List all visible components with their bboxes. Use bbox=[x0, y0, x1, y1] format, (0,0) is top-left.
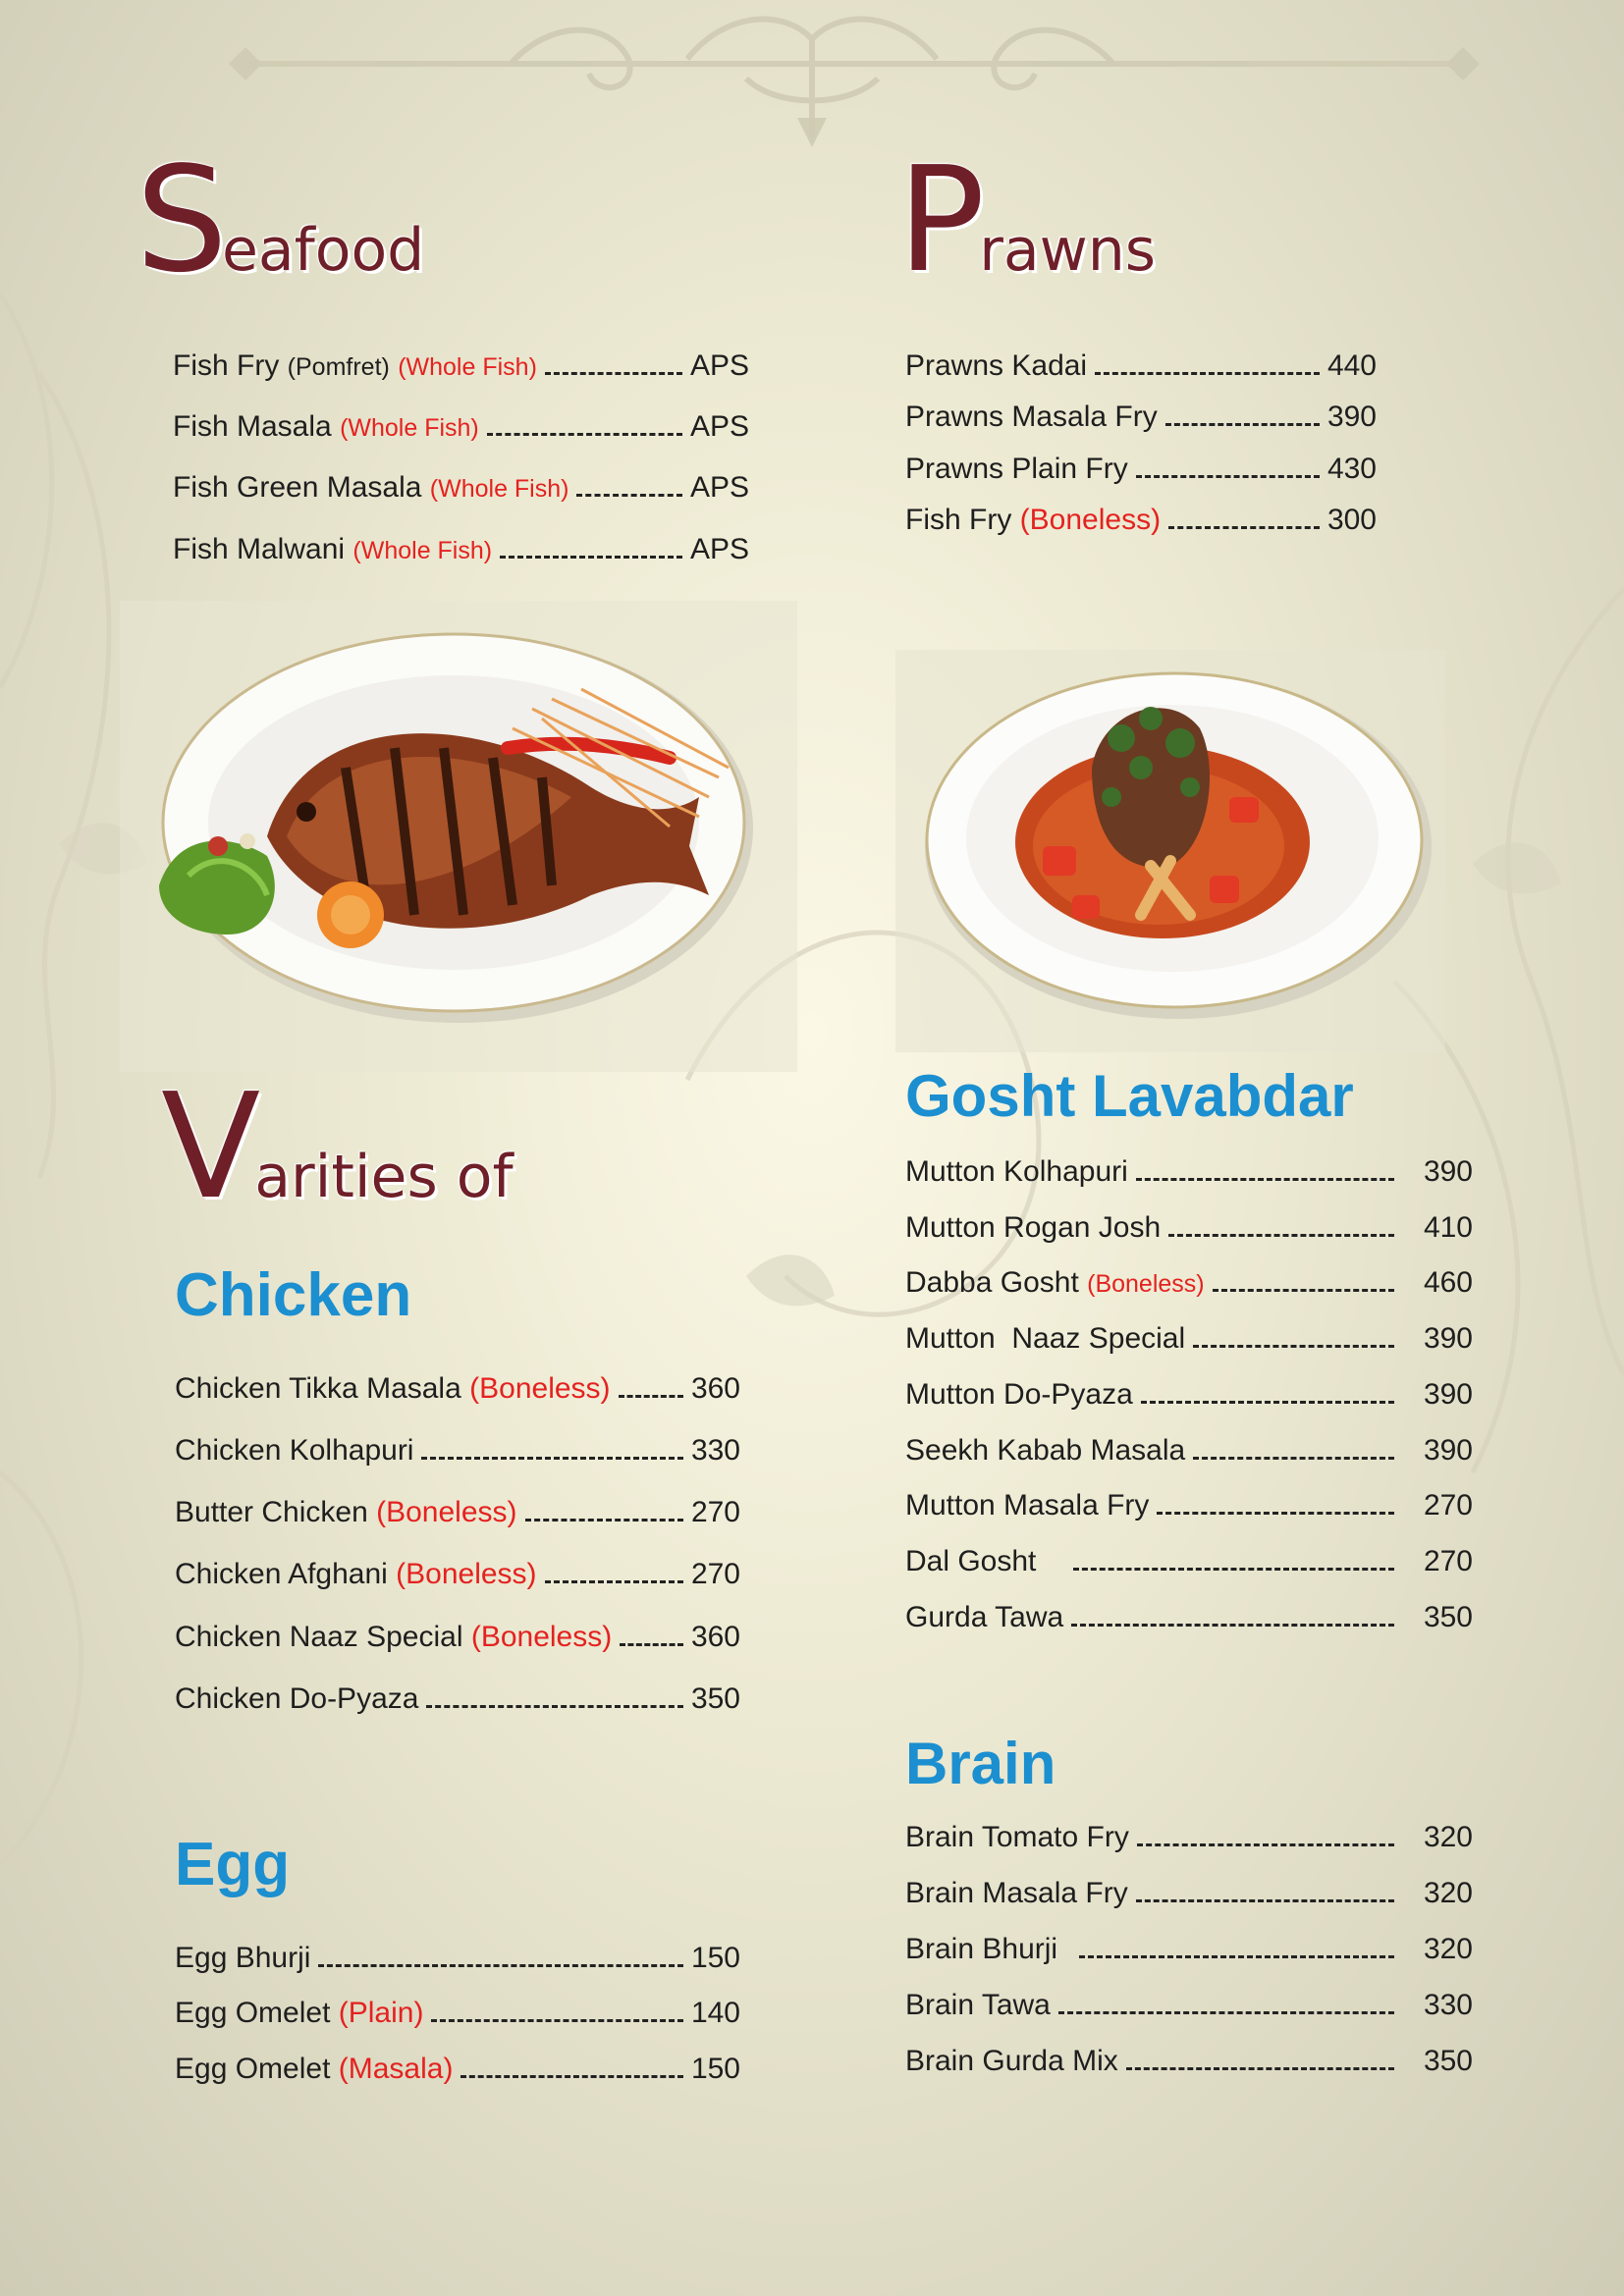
menu-item: Mutton Masala Fry 270 bbox=[905, 1489, 1473, 1522]
menu-item: Dal Gosht 270 bbox=[905, 1545, 1473, 1577]
menu-item: Fish Fry (Pomfret) (Whole Fish) APS bbox=[173, 349, 749, 382]
menu-item: Chicken Naaz Special (Boneless) 360 bbox=[175, 1621, 740, 1653]
egg-title: Egg bbox=[175, 1831, 291, 1898]
dot-leader bbox=[1073, 1568, 1394, 1571]
menu-item: Fish Malwani (Whole Fish) APS bbox=[173, 533, 749, 565]
menu-item: Egg Omelet (Plain) 140 bbox=[175, 1997, 740, 2029]
menu-item: Butter Chicken (Boneless) 270 bbox=[175, 1496, 740, 1528]
menu-item: Seekh Kabab Masala 390 bbox=[905, 1434, 1473, 1467]
dot-leader bbox=[1193, 1345, 1394, 1348]
menu-item: Mutton Kolhapuri 390 bbox=[905, 1155, 1473, 1188]
dot-leader bbox=[1136, 1899, 1394, 1902]
menu-item: Brain Tawa 330 bbox=[905, 1989, 1473, 2021]
menu-item: Egg Omelet (Masala) 150 bbox=[175, 2053, 740, 2085]
dot-leader bbox=[545, 1580, 683, 1583]
menu-item: Fish Fry (Boneless) 300 bbox=[905, 504, 1377, 536]
menu-item: Dabba Gosht (Boneless) 460 bbox=[905, 1266, 1473, 1299]
dot-leader bbox=[620, 1643, 683, 1646]
menu-item: Mutton Naaz Special 390 bbox=[905, 1322, 1473, 1355]
dot-leader bbox=[1136, 475, 1320, 478]
dot-leader bbox=[431, 2019, 682, 2022]
menu-item: Brain Bhurji 320 bbox=[905, 1933, 1473, 1965]
dot-leader bbox=[1071, 1624, 1394, 1627]
dot-leader bbox=[1079, 1955, 1394, 1958]
menu-item: Prawns Kadai 440 bbox=[905, 349, 1377, 382]
dot-leader bbox=[421, 1457, 682, 1460]
dot-leader bbox=[1137, 1843, 1394, 1846]
dot-leader bbox=[460, 2075, 682, 2078]
dot-leader bbox=[545, 372, 682, 375]
menu-item: Chicken Tikka Masala (Boneless) 360 bbox=[175, 1372, 740, 1405]
dot-leader bbox=[1126, 2067, 1394, 2070]
seafood-photo bbox=[120, 601, 797, 1072]
dot-leader bbox=[426, 1705, 683, 1708]
menu-item: Fish Masala (Whole Fish) APS bbox=[173, 410, 749, 443]
dot-leader bbox=[525, 1519, 683, 1522]
dot-leader bbox=[1213, 1289, 1394, 1292]
seafood-title: Seafood bbox=[135, 135, 425, 304]
dot-leader bbox=[1095, 372, 1320, 375]
menu-item: Prawns Plain Fry 430 bbox=[905, 453, 1377, 485]
menu-item: Mutton Rogan Josh 410 bbox=[905, 1211, 1473, 1244]
dot-leader bbox=[1168, 526, 1320, 529]
prawns-photo bbox=[895, 650, 1445, 1052]
menu-item: Brain Masala Fry 320 bbox=[905, 1877, 1473, 1909]
dot-leader bbox=[1165, 423, 1320, 426]
dot-leader bbox=[576, 494, 682, 497]
menu-item: Gurda Tawa 350 bbox=[905, 1601, 1473, 1633]
dot-leader bbox=[1157, 1512, 1394, 1515]
chicken-title: Chicken bbox=[175, 1261, 412, 1329]
gosht-title: Gosht Lavabdar bbox=[905, 1063, 1354, 1129]
dot-leader bbox=[1136, 1178, 1394, 1181]
menu-item: Fish Green Masala (Whole Fish) APS bbox=[173, 471, 749, 504]
menu-item: Chicken Kolhapuri 330 bbox=[175, 1434, 740, 1467]
menu-item: Brain Gurda Mix 350 bbox=[905, 2045, 1473, 2077]
dot-leader bbox=[1168, 1234, 1394, 1237]
dot-leader bbox=[487, 433, 682, 436]
dot-leader bbox=[619, 1395, 683, 1398]
dot-leader bbox=[1058, 2011, 1394, 2014]
menu-item: Prawns Masala Fry 390 bbox=[905, 400, 1377, 433]
varities-title: Varities of bbox=[161, 1062, 514, 1231]
prawns-title: Prawns bbox=[897, 135, 1157, 304]
dot-leader bbox=[318, 1964, 683, 1967]
dot-leader bbox=[500, 556, 682, 559]
brain-title: Brain bbox=[905, 1731, 1056, 1796]
menu-item: Egg Bhurji 150 bbox=[175, 1942, 740, 1974]
menu-item: Chicken Afghani (Boneless) 270 bbox=[175, 1558, 740, 1590]
menu-item: Brain Tomato Fry 320 bbox=[905, 1821, 1473, 1853]
menu-item: Chicken Do-Pyaza 350 bbox=[175, 1682, 740, 1715]
dot-leader bbox=[1193, 1457, 1394, 1460]
menu-item: Mutton Do-Pyaza 390 bbox=[905, 1378, 1473, 1411]
dot-leader bbox=[1141, 1401, 1394, 1404]
